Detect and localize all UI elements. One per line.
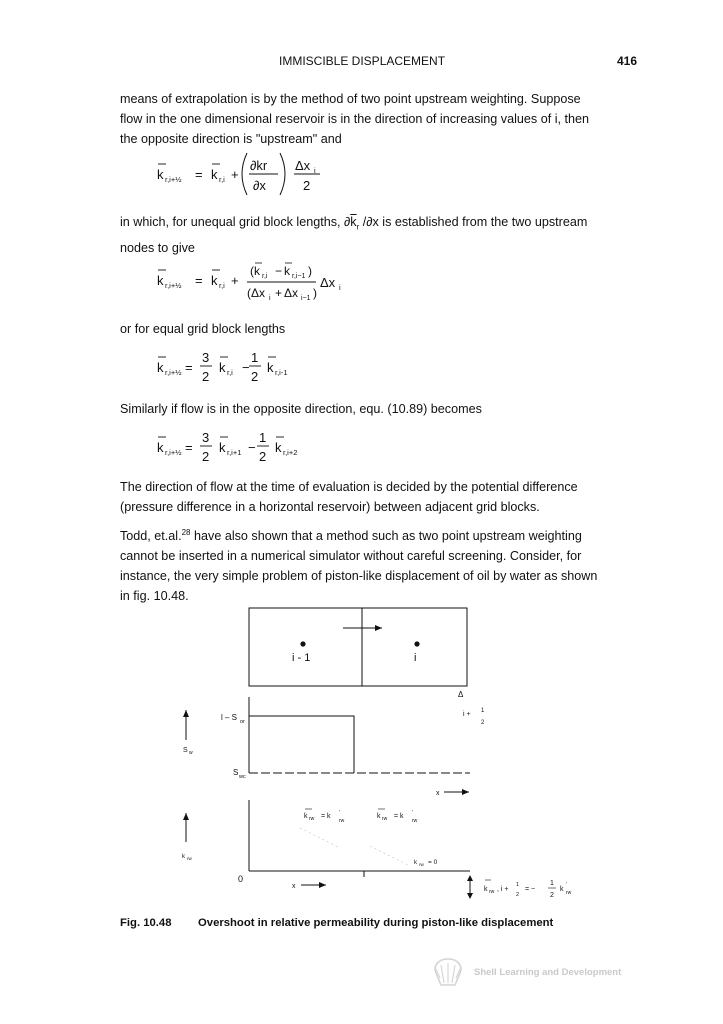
svg-text:+: + — [231, 273, 239, 288]
svg-text:Δx: Δx — [320, 275, 336, 290]
svg-text:= k: = k — [321, 813, 331, 820]
svg-text:1: 1 — [251, 350, 259, 365]
svg-text:r,i: r,i — [262, 273, 268, 280]
eq1-equals: = — [195, 167, 203, 182]
krw-axis-label: k — [182, 854, 185, 860]
svg-text:+: + — [275, 286, 283, 300]
svg-text:= −: = − — [525, 886, 536, 893]
krw-zero-label: k — [414, 860, 417, 866]
svg-text:2: 2 — [251, 369, 259, 384]
svg-text:r,i: r,i — [227, 368, 233, 377]
text-line: Todd, et.al.$^{28}$ have also shown that a method such as two point upstream weighting — [120, 528, 582, 544]
svg-text:=: = — [195, 273, 203, 288]
svg-text:= k: = k — [394, 813, 404, 820]
svg-text:rw: rw — [489, 889, 495, 895]
svg-text:r,i: r,i — [219, 281, 225, 290]
text-line: nodes to give — [120, 240, 195, 255]
svg-text:k: k — [284, 264, 290, 278]
text-line: (pressure difference in a horizontal reservoir) between adjacent grid blocks. — [120, 500, 540, 514]
eq1-k: k — [211, 167, 218, 182]
svg-text:k: k — [211, 273, 218, 288]
text-line: the opposite direction is "upstream" and — [120, 132, 342, 146]
svg-text:1: 1 — [259, 430, 267, 445]
eq1-numerator-2-sub: i — [314, 166, 316, 175]
svg-text:k: k — [377, 813, 381, 820]
text-line: in fig. 10.48. — [120, 589, 189, 604]
svg-text:k: k — [484, 886, 488, 893]
eq1-plus: + — [231, 167, 239, 182]
svg-text:rw: rw — [309, 816, 315, 822]
svg-text:(Δx: (Δx — [247, 286, 266, 300]
svg-text:r,i+½: r,i+½ — [165, 368, 182, 377]
svg-text:1: 1 — [481, 708, 485, 714]
svg-text:−: − — [248, 440, 256, 455]
svg-text:i +: i + — [463, 711, 471, 718]
inline-math: $\partial\overline{k}_r$ /∂x — [344, 215, 379, 232]
saturation-profile — [249, 716, 354, 773]
svg-text:−: − — [275, 264, 283, 278]
eq1-k-sub: r,i — [219, 175, 225, 184]
citation-ref: 28 — [181, 528, 191, 537]
label-i-minus-1: i - 1 — [292, 652, 311, 664]
svg-text:r,i+1: r,i+1 — [227, 448, 242, 457]
svg-text:=: = — [185, 440, 193, 455]
svg-text:3: 3 — [202, 430, 210, 445]
eq1-numerator-2: Δx — [295, 158, 311, 173]
svg-text:= 0: = 0 — [428, 859, 438, 866]
svg-text:2: 2 — [202, 449, 210, 464]
svg-text:r,i+½: r,i+½ — [165, 448, 182, 457]
svg-text:2: 2 — [202, 369, 210, 384]
svg-text:i: i — [339, 283, 341, 292]
text-line: instance, the very simple problem of piston-like displacement of oil by water as shown — [120, 569, 598, 584]
svg-text:k: k — [275, 440, 282, 455]
grid-blocks — [249, 608, 467, 686]
text-line: in which, for unequal grid block lengths, $\partial\overline{k}_r$ /∂x is established from the two upstream — [120, 215, 588, 232]
svg-text:k: k — [219, 440, 226, 455]
running-header: IMMISCIBLE DISPLACEMENT — [279, 54, 446, 68]
svg-text:k: k — [219, 360, 226, 375]
svg-text:2: 2 — [550, 892, 554, 899]
label-i: i — [414, 652, 417, 664]
footer-branding — [430, 956, 650, 988]
svg-text:=: = — [185, 360, 193, 375]
figure-caption — [120, 917, 553, 929]
svg-text:, i +: , i + — [497, 886, 509, 893]
one-minus-sor-label: l – S — [221, 713, 238, 722]
eq1-lhs-sub: r,i+½ — [165, 175, 182, 184]
text-line: means of extrapolation is by the method of two point upstream weighting. Suppose — [120, 92, 581, 106]
svg-text:k: k — [304, 813, 308, 820]
svg-text:k: k — [267, 360, 274, 375]
svg-text:): ) — [308, 264, 312, 278]
svg-text:k: k — [157, 360, 164, 375]
svg-text:k: k — [157, 273, 164, 288]
eq1-denominator: ∂x — [253, 178, 266, 193]
svg-text:rw: rw — [419, 862, 424, 867]
svg-text:−: − — [242, 360, 250, 375]
svg-text:k: k — [157, 440, 164, 455]
svg-text:i−1: i−1 — [301, 295, 311, 302]
figure-number: Fig. 10.48 — [120, 917, 172, 929]
eq1-denominator-2: 2 — [303, 178, 311, 193]
sw-axis-label: S — [183, 747, 188, 754]
svg-text:): ) — [313, 286, 317, 300]
paragraph-3: or for equal grid block lengths — [120, 322, 286, 336]
svg-text:rw: rw — [187, 856, 192, 861]
svg-text:k: k — [560, 886, 564, 893]
svg-text:2: 2 — [259, 449, 267, 464]
swc-label: S — [233, 768, 239, 777]
svg-text:1: 1 — [550, 880, 554, 887]
origin-zero: 0 — [238, 874, 244, 884]
svg-text:': ' — [412, 810, 413, 816]
footer-text: Shell Learning and Development — [474, 967, 622, 978]
svg-text:2: 2 — [481, 720, 485, 726]
figure-title: Overshoot in relative permeability during piston-like displacement — [198, 917, 554, 929]
svg-text:rw: rw — [412, 818, 418, 824]
eq1-lhs-k: k — [157, 167, 164, 182]
saturation-plot — [183, 690, 485, 797]
svg-text:': ' — [339, 810, 340, 816]
svg-text:r,i+2: r,i+2 — [283, 448, 298, 457]
svg-text:rw: rw — [382, 816, 388, 822]
svg-text:w: w — [189, 750, 193, 756]
svg-text:x: x — [292, 883, 296, 890]
svg-text:': ' — [566, 882, 567, 888]
svg-text:1: 1 — [516, 882, 520, 888]
svg-text:or: or — [240, 719, 245, 725]
text-line: cannot be inserted in a numerical simulator without careful screening. Consider, for — [120, 549, 582, 564]
node-i — [414, 641, 419, 646]
text-line: flow in the one dimensional reservoir is in the direction of increasing values of i, then — [120, 112, 590, 126]
shell-logo-icon — [430, 956, 466, 988]
text-line: The direction of flow at the time of evaluation is decided by the potential difference — [120, 480, 578, 494]
svg-text:r,i-1: r,i-1 — [275, 368, 288, 377]
svg-text:i: i — [269, 295, 271, 302]
paragraph-4: Similarly if flow is in the opposite direction, equ. (10.89) becomes — [120, 402, 482, 416]
svg-text:Δx: Δx — [284, 286, 299, 300]
svg-text:x: x — [436, 790, 440, 797]
svg-text:rw: rw — [339, 818, 345, 824]
eq1-numerator: ∂kr — [250, 158, 268, 173]
svg-text:2: 2 — [516, 892, 520, 898]
svg-text:r,i+½: r,i+½ — [165, 281, 182, 290]
svg-text:(k: (k — [250, 264, 260, 278]
svg-text:wc: wc — [239, 774, 246, 780]
svg-text:rw: rw — [566, 890, 572, 896]
page-number: 416 — [617, 54, 638, 68]
node-i-minus-1 — [300, 641, 305, 646]
delta-label: Δ — [458, 690, 464, 699]
relperm-plot — [182, 800, 572, 899]
svg-text:3: 3 — [202, 350, 210, 365]
svg-text:r,i−1: r,i−1 — [292, 273, 306, 280]
